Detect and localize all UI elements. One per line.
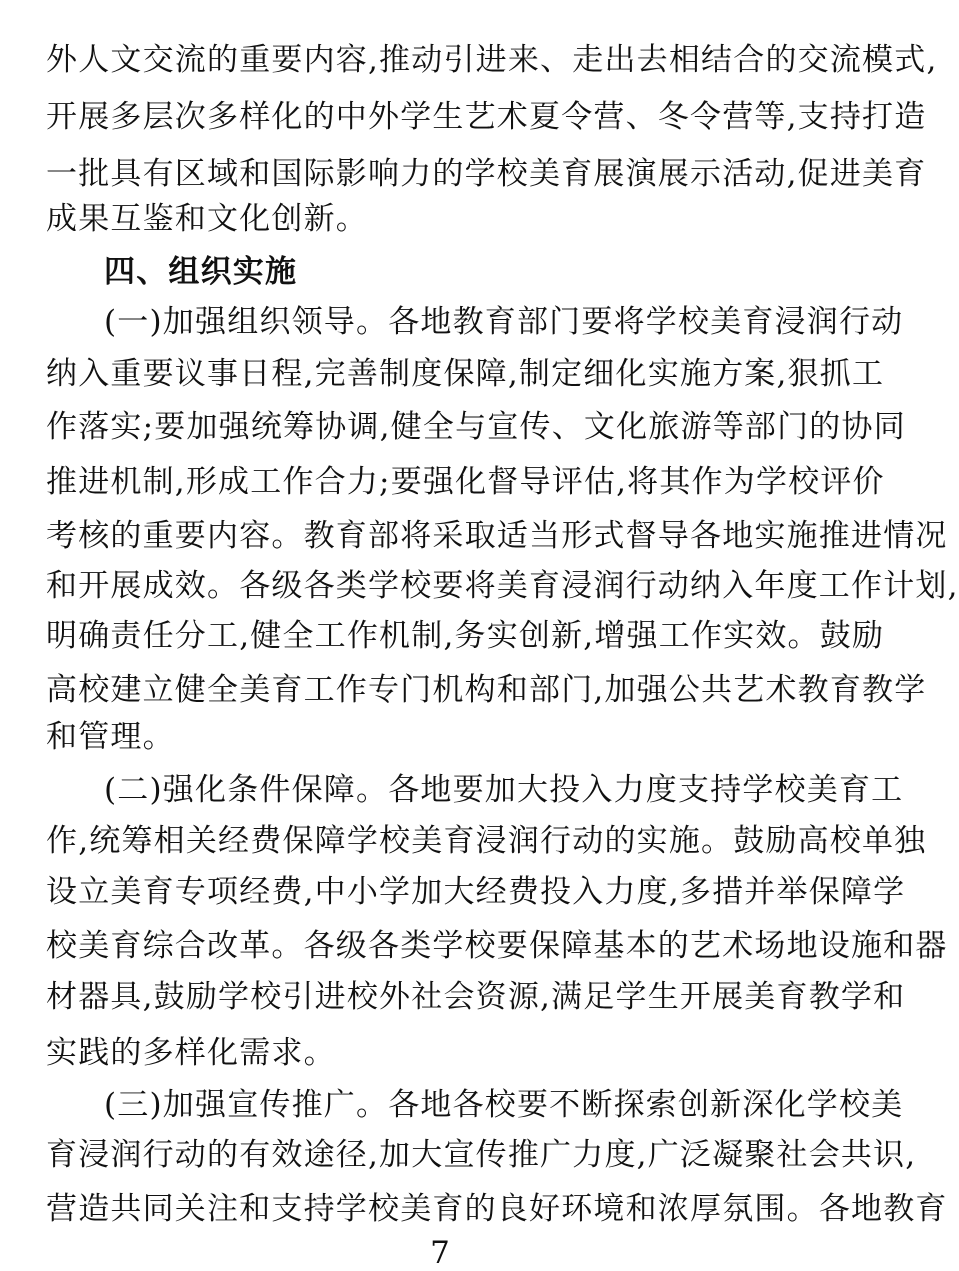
text-line: 设立美育专项经费,中小学加大经费投入力度,多措并举保障学 — [46, 874, 906, 910]
text-line: 高校建立健全美育工作专门机构和部门,加强公共艺术教育教学 — [46, 672, 927, 708]
text-line: 考核的重要内容。教育部将采取适当形式督导各地实施推进情况 — [46, 518, 948, 554]
section-heading: 四、组织实施 — [104, 254, 298, 290]
text-line: 作落实;要加强统筹协调,健全与宣传、文化旅游等部门的协同 — [46, 409, 906, 445]
text-line: 纳入重要议事日程,完善制度保障,制定细化实施方案,狠抓工 — [46, 356, 885, 392]
text-line: 育浸润行动的有效途径,加大宣传推广力度,广泛凝聚社会共识, — [46, 1137, 917, 1173]
text-line: 成果互鉴和文化创新。 — [46, 201, 368, 237]
text-line: 和开展成效。各级各类学校要将美育浸润行动纳入年度工作计划, — [46, 568, 959, 604]
text-line: 一批具有区域和国际影响力的学校美育展演展示活动,促进美育 — [46, 156, 927, 192]
text-line: 开展多层次多样化的中外学生艺术夏令营、冬令营等,支持打造 — [46, 99, 927, 135]
page-number: 7 — [430, 1235, 450, 1271]
text-line: 和管理。 — [46, 719, 175, 755]
text-line: 作,统筹相关经费保障学校美育浸润行动的实施。鼓励高校单独 — [46, 823, 927, 859]
text-line: 外人文交流的重要内容,推动引进来、走出去相结合的交流模式, — [46, 42, 938, 78]
text-line: 材器具,鼓励学校引进校外社会资源,满足学生开展美育教学和 — [46, 979, 906, 1015]
text-line: 营造共同关注和支持学校美育的良好环境和浓厚氛围。各地教育 — [46, 1191, 948, 1227]
text-line: 推进机制,形成工作合力;要强化督导评估,将其作为学校评价 — [46, 464, 885, 500]
text-line: 实践的多样化需求。 — [46, 1035, 336, 1071]
text-line: 校美育综合改革。各级各类学校要保障基本的艺术场地设施和器 — [46, 928, 948, 964]
paragraph-heading-line: (二)强化条件保障。各地要加大投入力度支持学校美育工 — [104, 772, 904, 808]
paragraph-heading-line: (一)加强组织领导。各地教育部门要将学校美育浸润行动 — [104, 304, 904, 340]
text-line: 明确责任分工,健全工作机制,务实创新,增强工作实效。鼓励 — [46, 618, 885, 654]
paragraph-heading-line: (三)加强宣传推广。各地各校要不断探索创新深化学校美 — [104, 1087, 904, 1123]
